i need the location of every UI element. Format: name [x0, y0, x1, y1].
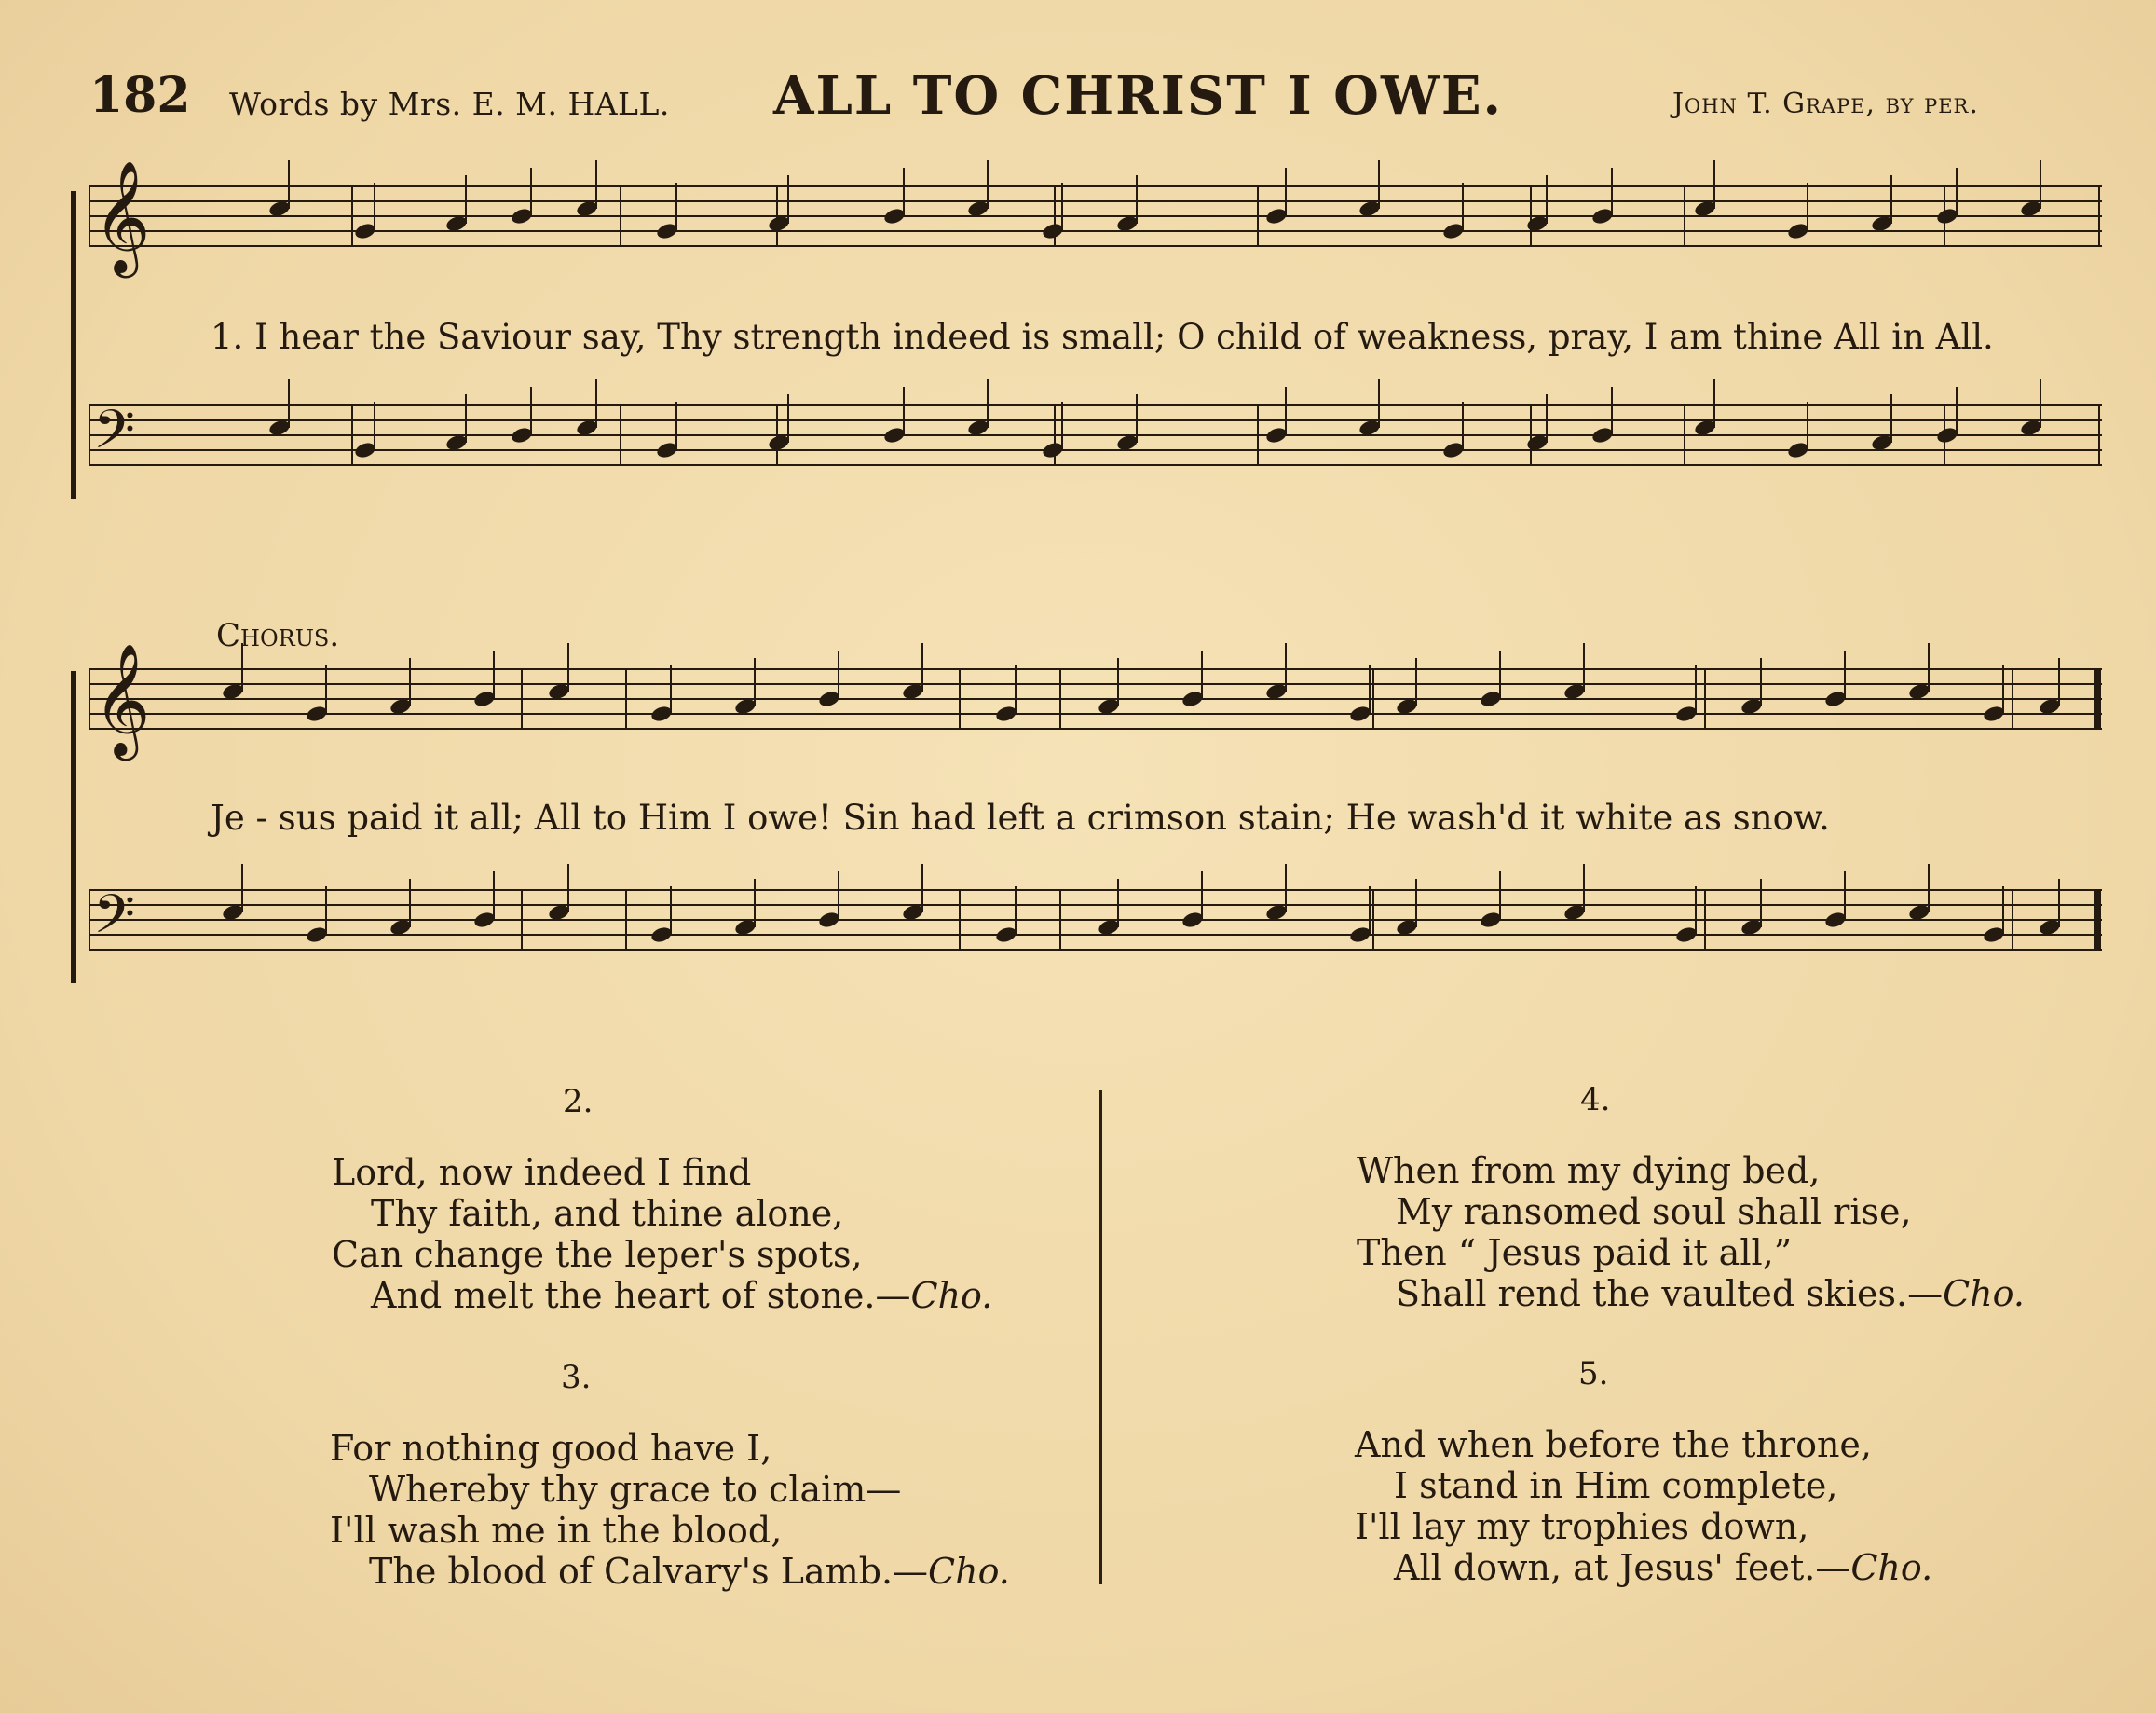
- bass-1-note: [655, 441, 678, 460]
- staff-systems: [71, 159, 2102, 983]
- bass-2-note: [1348, 925, 1371, 945]
- final-bar: [2094, 890, 2101, 950]
- bass-1-note: [882, 426, 906, 445]
- verse-number: 3.: [561, 1359, 592, 1396]
- treble-1-note: [353, 222, 376, 241]
- treble-2-note: [994, 705, 1017, 724]
- bass-1-note: [1041, 441, 1064, 460]
- verse-line: I stand in Him complete,: [1394, 1465, 1838, 1506]
- bass-2-note: [1674, 925, 1698, 945]
- bass-1-note: [1935, 426, 1958, 445]
- verse-line: All down, at Jesus' feet.: [1394, 1547, 1816, 1588]
- verse-line: And when before the throne,: [1355, 1424, 1872, 1465]
- treble-1-note: [1590, 207, 1614, 226]
- chorus-label: Chorus.: [216, 617, 340, 654]
- chorus-ref: Cho.: [928, 1551, 1010, 1592]
- verse-number: 4.: [1580, 1081, 1611, 1118]
- music-credit: John T. Grape, by per.: [1672, 88, 1979, 120]
- hymn-title: ALL TO CHRIST I OWE.: [773, 65, 1504, 127]
- treble-clef: 𝄞: [93, 159, 151, 273]
- treble-1-note: [1441, 222, 1465, 241]
- bass-clef: 𝄢: [93, 883, 136, 959]
- verse-line: Lord, now indeed I find: [332, 1152, 752, 1193]
- bass-1-note: [1441, 441, 1465, 460]
- verse-line: I'll lay my trophies down,: [1355, 1506, 1809, 1547]
- treble-1-note: [510, 207, 533, 226]
- bass-1-note: [510, 426, 533, 445]
- verse-number: 2.: [563, 1083, 594, 1120]
- bass-2-note: [1823, 911, 1847, 930]
- bass-2-note: [649, 925, 673, 945]
- verse-line: My ransomed soul shall rise,: [1396, 1191, 1912, 1232]
- words-credit: Words by Mrs. E. M. HALL.: [229, 86, 670, 122]
- treble-2-note: [1823, 690, 1847, 709]
- treble-2-note: [1982, 705, 2005, 724]
- treble-2-note: [305, 705, 328, 724]
- column-divider: [1099, 1090, 1102, 1584]
- verse-line: And melt the heart of stone.: [371, 1275, 876, 1316]
- verse-1-lyric: 1. I hear the Saviour say, Thy strength indeed is small; O child of weakness, pray, I am thine All in All.: [211, 317, 1994, 357]
- bass-2-note: [817, 911, 840, 930]
- system-2-brace: [71, 671, 76, 983]
- bass-2-note: [305, 925, 328, 945]
- hymn-page: 182 Words by Mrs. E. M. HALL. ALL TO CHRIST I OWE. John T. Grape, by per. 𝄞 𝄢 𝄞 𝄢 1. I hear the Saviour say, Thy strength indeed is small; O child of weakness, pray, I am thine All in All. Chorus. Je - sus paid it all; All to Him I owe! Sin had left a crimson stain; He wash'd it white as snow. 2. Lord, now indeed I find Thy faith, and thine alone, Can change the leper's spots, And melt the heart of stone.—Cho. 3. For nothing good have I, Whereby thy grace to claim— I'll wash me in the blood, The blood of Calvary's Lamb.—Cho. 4. When from my dying bed, My ransomed soul shall rise, Then “ Jesus paid it all,” Shall rend the vaulted skies.—Cho. 5. And when before the throne, I stand in Him complete, I'll lay my trophies down, All down, at Jesus' feet.—Cho.: [0, 0, 2156, 1713]
- treble-1-note: [655, 222, 678, 241]
- treble-2-note: [817, 690, 840, 709]
- verse-line: Thy faith, and thine alone,: [371, 1193, 844, 1234]
- final-bar: [2094, 669, 2101, 729]
- verse-number: 5.: [1578, 1355, 1609, 1392]
- bass-1-note: [1786, 441, 1809, 460]
- treble-1-note: [1786, 222, 1809, 241]
- verse-line: Whereby thy grace to claim—: [369, 1469, 902, 1510]
- treble-1-note: [882, 207, 906, 226]
- bass-1-note: [1590, 426, 1614, 445]
- treble-2-note: [1674, 705, 1698, 724]
- treble-1-note: [1041, 222, 1064, 241]
- treble-2-note: [1348, 705, 1371, 724]
- verse-line: I'll wash me in the blood,: [330, 1510, 783, 1551]
- verse-line: Shall rend the vaulted skies.: [1396, 1273, 1908, 1314]
- chorus-ref: Cho.: [1943, 1273, 2025, 1314]
- treble-2-note: [649, 705, 673, 724]
- system-1-brace: [71, 191, 76, 499]
- treble-1-note: [1935, 207, 1958, 226]
- treble-1-note: [1264, 207, 1288, 226]
- bass-2-note: [1180, 911, 1204, 930]
- bass-2-note: [1479, 911, 1502, 930]
- treble-2-note: [472, 690, 496, 709]
- verse-line: For nothing good have I,: [330, 1428, 772, 1469]
- chorus-ref: Cho.: [1850, 1547, 1933, 1588]
- bass-1-note: [353, 441, 376, 460]
- bass-2-note: [1982, 925, 2005, 945]
- bass-2-note: [994, 925, 1017, 945]
- bass-2-note: [472, 911, 496, 930]
- bass-1-note: [1264, 426, 1288, 445]
- verse-line: Can change the leper's spots,: [332, 1234, 863, 1275]
- treble-2-note: [1479, 690, 1502, 709]
- treble-clef: 𝄞: [93, 642, 151, 756]
- verse-line: When from my dying bed,: [1357, 1150, 1821, 1191]
- page-number: 182: [89, 67, 191, 124]
- verse-line: The blood of Calvary's Lamb.: [369, 1551, 894, 1592]
- chorus-ref: Cho.: [910, 1275, 993, 1316]
- treble-2-note: [1180, 690, 1204, 709]
- bass-clef: 𝄢: [93, 398, 136, 474]
- chorus-lyric: Je - sus paid it all; All to Him I owe! Sin had left a crimson stain; He wash'd it white as snow.: [211, 798, 1830, 838]
- verse-line: Then “ Jesus paid it all,”: [1357, 1232, 1793, 1273]
